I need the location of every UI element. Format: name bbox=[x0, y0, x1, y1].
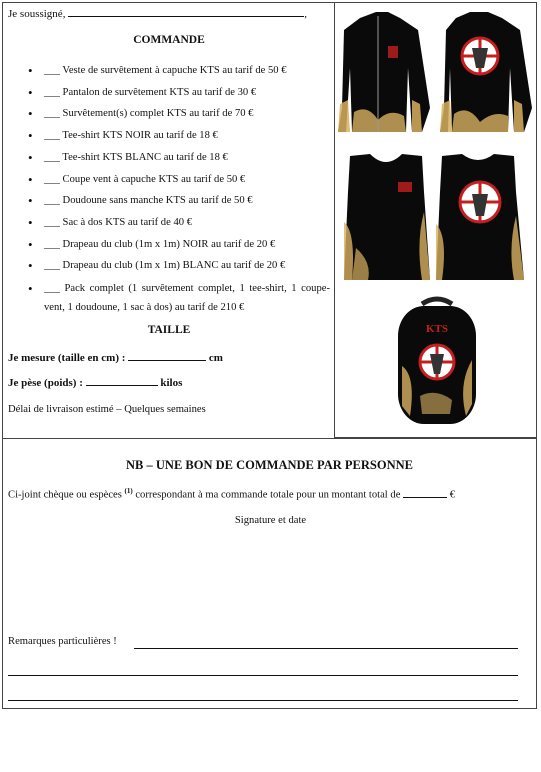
list-item: • ___ Pack complet (1 survêtement complet, 1 tee-shirt, 1 coupe-vent, 1 doudoune, 1 sac à dos) au tarif de 210 € bbox=[28, 281, 330, 314]
remarks-input-line-3[interactable] bbox=[8, 700, 518, 701]
list-item: • ___ Pantalon de survêtement KTS au tarif de 30 € bbox=[28, 84, 257, 100]
list-item: • ___ Drapeau du club (1m x 1m) NOIR au tarif de 20 € bbox=[28, 236, 276, 252]
intro-label: Je soussigné, bbox=[8, 8, 66, 20]
quantity-blank[interactable]: ___ bbox=[44, 108, 60, 120]
weight-input[interactable] bbox=[86, 385, 158, 386]
list-item: • ___ Doudoune sans manche KTS au tarif de 50 € bbox=[28, 193, 253, 209]
height-input[interactable] bbox=[128, 360, 206, 361]
list-item: • ___ Tee-shirt KTS NOIR au tarif de 18 € bbox=[28, 128, 218, 144]
quantity-blank[interactable]: ___ bbox=[44, 173, 60, 185]
nb-title: NB – UNE BON DE COMMANDE PAR PERSONNE bbox=[126, 458, 413, 472]
total-amount-input[interactable] bbox=[403, 497, 447, 498]
backpack-icon bbox=[392, 296, 482, 428]
list-item: • ___ Survêtement(s) complet KTS au tarif de 70 € bbox=[28, 106, 254, 122]
signatory-line: Je soussigné, , bbox=[8, 8, 307, 20]
remarks-input-line-1[interactable] bbox=[134, 648, 518, 649]
footnote-marker: (1) bbox=[124, 487, 133, 495]
quantity-blank[interactable]: ___ bbox=[44, 86, 60, 98]
quantity-blank[interactable]: ___ bbox=[44, 65, 60, 76]
height-field-row: Je mesure (taille en cm) : cm bbox=[8, 352, 223, 364]
weight-field-row: Je pèse (poids) : kilos bbox=[8, 377, 183, 389]
name-field[interactable] bbox=[68, 16, 304, 17]
remarks-line: Remarques particulières ! bbox=[8, 636, 117, 647]
signature-label: Signature et date bbox=[234, 515, 307, 526]
commande-title: COMMANDE bbox=[133, 34, 205, 46]
vest-front-icon bbox=[342, 152, 532, 284]
taille-title: TAILLE bbox=[147, 324, 191, 336]
order-list bbox=[8, 60, 330, 317]
list-item: • ___ Sac à dos KTS au tarif de 40 € bbox=[28, 214, 192, 230]
quantity-blank[interactable]: ___ bbox=[44, 130, 60, 142]
quantity-blank[interactable]: ___ bbox=[44, 216, 60, 228]
remarks-input-line-2[interactable] bbox=[8, 675, 518, 676]
quantity-blank[interactable]: ___ bbox=[44, 260, 60, 272]
quantity-blank[interactable]: ___ bbox=[44, 195, 60, 207]
delivery-note: Délai de livraison estimé – Quelques semaines bbox=[8, 404, 206, 415]
list-item: • ___ Veste de survêtement à capuche KTS au tarif de 50 € bbox=[28, 63, 287, 78]
quantity-blank[interactable]: ___ bbox=[44, 283, 60, 295]
quantity-blank[interactable]: ___ bbox=[44, 151, 60, 163]
jacket-front-icon bbox=[338, 8, 534, 136]
section-divider bbox=[2, 438, 537, 439]
quantity-blank[interactable]: ___ bbox=[44, 238, 60, 250]
list-item: • ___ Coupe vent à capuche KTS au tarif de 50 € bbox=[28, 171, 246, 187]
payment-line: Ci-joint chèque ou espèces $^{(1)}$ correspondant à ma commande totale pour un montant total de € bbox=[8, 487, 456, 501]
list-item: • ___ Drapeau du club (1m x 1m) BLANC au tarif de 20 € bbox=[28, 258, 286, 274]
backpack-logo-text: KTS bbox=[425, 323, 449, 335]
list-item: • ___ Tee-shirt KTS BLANC au tarif de 18 € bbox=[28, 149, 228, 165]
